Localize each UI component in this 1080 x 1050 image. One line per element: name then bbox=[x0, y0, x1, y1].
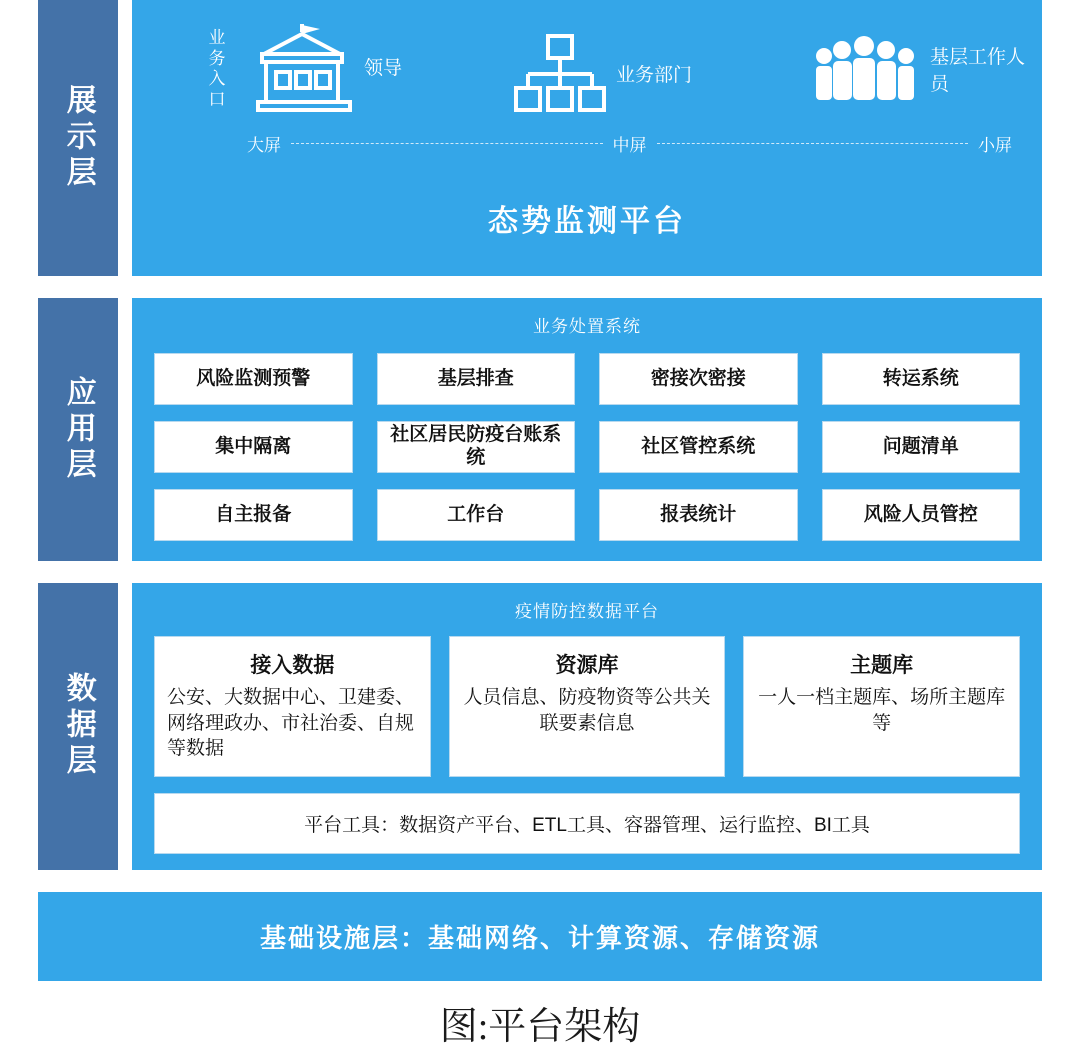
app-module-cell[interactable]: 风险人员管控 bbox=[822, 489, 1021, 541]
data-card bbox=[154, 636, 431, 777]
layer-tag-data bbox=[38, 583, 118, 870]
display-layer-row bbox=[38, 0, 1042, 276]
platform-tools-bar: 平台工具：数据资产平台、ETL工具、容器管理、运行监控、BI工具 bbox=[154, 793, 1020, 854]
app-module-cell[interactable]: 集中隔离 bbox=[154, 421, 353, 473]
data-layer-body bbox=[132, 583, 1042, 870]
data-card-heading: 主题库 bbox=[850, 654, 914, 677]
screen-label-small: 小屏 bbox=[978, 135, 1012, 155]
business-entry-label: 业务入口 bbox=[208, 28, 226, 110]
screen-label-medium: 中屏 bbox=[612, 135, 647, 155]
layer-tag-display-label: 展示层 bbox=[61, 84, 95, 192]
data-card-body: 一人一档主题库、场所主题库等 bbox=[758, 687, 1006, 734]
layer-tag-application bbox=[38, 298, 118, 561]
app-module-cell[interactable]: 自主报备 bbox=[154, 489, 353, 541]
situation-monitoring-platform-bar: 态势监测平台 bbox=[142, 170, 1032, 266]
application-section-title: 业务处置系统 bbox=[533, 317, 641, 336]
persona-staff-label: 基层工作人员 bbox=[930, 47, 1026, 95]
data-card bbox=[449, 636, 726, 777]
screen-axis-dash-left bbox=[291, 143, 603, 144]
display-layer-body bbox=[132, 0, 1042, 276]
app-module-cell[interactable]: 问题清单 bbox=[822, 421, 1021, 473]
persona-staff bbox=[814, 36, 1032, 102]
app-module-cell[interactable]: 报表统计 bbox=[599, 489, 798, 541]
screen-scale-axis bbox=[247, 132, 1012, 154]
data-card-body: 公安、大数据中心、卫建委、网络理政办、市社治委、自规等数据 bbox=[167, 687, 415, 760]
data-card bbox=[743, 636, 1020, 777]
app-module-cell[interactable]: 社区居民防疫台账系统 bbox=[377, 421, 576, 473]
app-module-cell[interactable]: 转运系统 bbox=[822, 353, 1021, 405]
layer-tag-data-label: 数据层 bbox=[61, 672, 95, 781]
data-card-body: 人员信息、防疫物资等公共关联要素信息 bbox=[463, 687, 711, 734]
application-module-grid bbox=[142, 349, 1032, 551]
persona-leader bbox=[252, 20, 402, 112]
figure-caption: 图:平台架构 bbox=[439, 1005, 641, 1048]
data-platform-title: 疫情防控数据平台 bbox=[515, 602, 659, 621]
application-layer-body bbox=[132, 298, 1042, 561]
data-card-heading: 资源库 bbox=[555, 654, 619, 677]
org-chart-icon bbox=[512, 30, 608, 116]
app-module-cell[interactable]: 社区管控系统 bbox=[599, 421, 798, 473]
screen-axis-dash-right bbox=[657, 143, 969, 144]
app-module-cell[interactable]: 风险监测预警 bbox=[154, 353, 353, 405]
persona-department-label: 业务部门 bbox=[616, 64, 693, 86]
screen-label-large: 大屏 bbox=[247, 135, 281, 155]
data-layer-row bbox=[38, 583, 1042, 870]
government-building-icon bbox=[252, 20, 356, 112]
display-entry-panel bbox=[142, 10, 1032, 160]
app-module-cell[interactable]: 密接次密接 bbox=[599, 353, 798, 405]
infrastructure-layer-bar: 基础设施层：基础网络、计算资源、存储资源 bbox=[38, 892, 1042, 981]
persona-leader-label: 领导 bbox=[364, 57, 403, 79]
persona-department bbox=[512, 30, 692, 116]
app-module-cell[interactable]: 基层排查 bbox=[377, 353, 576, 405]
layer-tag-display bbox=[38, 0, 118, 276]
data-card-heading: 接入数据 bbox=[250, 654, 335, 677]
people-group-icon bbox=[814, 36, 922, 102]
app-module-cell[interactable]: 工作台 bbox=[377, 489, 576, 541]
application-layer-row bbox=[38, 298, 1042, 561]
layer-tag-application-label: 应用层 bbox=[61, 375, 95, 484]
data-card-grid bbox=[142, 634, 1032, 783]
